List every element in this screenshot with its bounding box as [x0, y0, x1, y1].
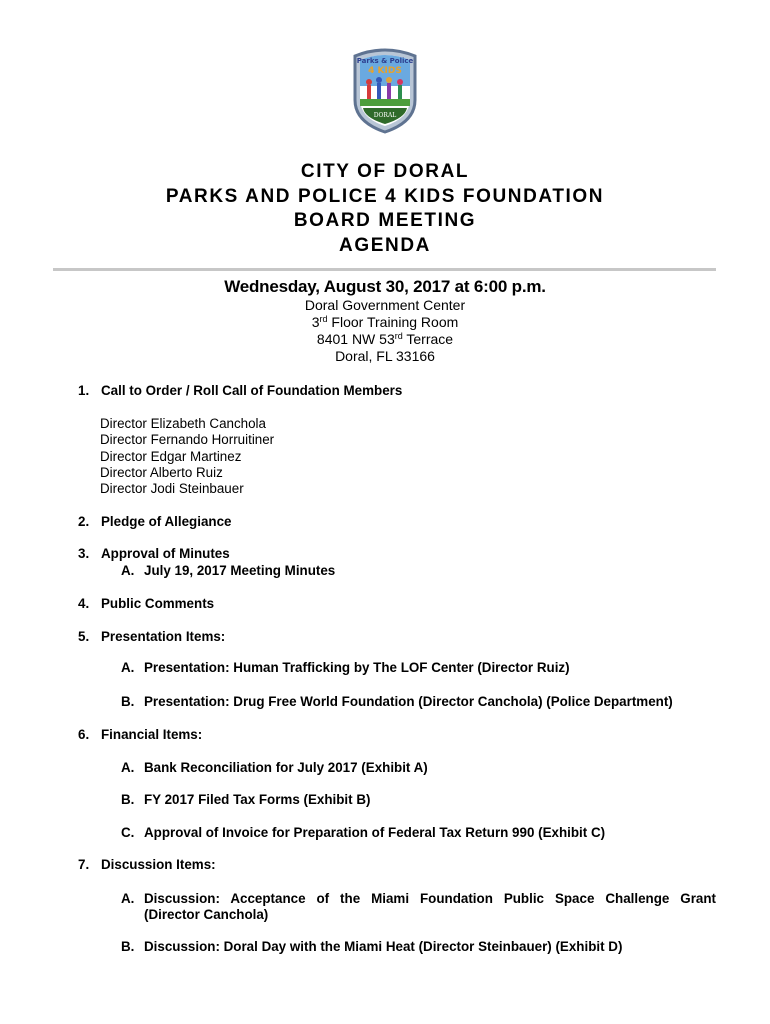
sub-item-text: Approval of Invoice for Preparation of Federal Tax Return 990 (Exhibit C) — [144, 825, 606, 840]
title-line-board-meeting: BOARD MEETING — [293, 210, 477, 231]
sub-item-text: Discussion: Doral Day with the Miami Heat (Director Steinbauer) (Exhibit D) — [144, 939, 623, 954]
item-number: 2. — [78, 514, 90, 529]
item-label: Approval of Minutes — [101, 546, 230, 561]
item-number: 3. — [78, 546, 90, 561]
location-building: Doral Government Center — [304, 297, 466, 313]
director-list — [100, 416, 274, 497]
item-label: Public Comments — [101, 596, 215, 611]
director-name: Director Alberto Ruiz — [100, 464, 223, 480]
item-label: Presentation Items: — [101, 629, 226, 644]
item-number: 7. — [78, 857, 90, 872]
item-label: Financial Items: — [101, 727, 203, 742]
sub-item-letter: B. — [121, 939, 135, 954]
svg-text:4 KIDS: 4 KIDS — [368, 66, 402, 76]
meeting-date: Wednesday, August 30, 2017 at 6:00 p.m. — [224, 277, 546, 296]
title-line-agenda: AGENDA — [339, 234, 431, 256]
sub-item-letter: B. — [121, 792, 135, 807]
item-label: Call to Order / Roll Call of Foundation Members — [101, 383, 403, 398]
title-line-foundation: PARKS AND POLICE 4 KIDS FOUNDATION — [165, 185, 605, 207]
sub-item-letter: A. — [121, 891, 135, 906]
parks-police-4-kids-logo — [349, 46, 421, 134]
location-room: 3rd Floor Training Room — [311, 314, 459, 330]
item-number: 1. — [78, 383, 90, 398]
item-number: 6. — [78, 727, 90, 742]
sub-item-letter: A. — [121, 563, 135, 578]
location-city: Doral, FL 33166 — [335, 348, 435, 364]
sub-item-text: Presentation: Drug Free World Foundation (Director Canchola) (Police Department) — [144, 694, 673, 709]
svg-text:DORAL: DORAL — [373, 112, 397, 119]
director-name: Director Jodi Steinbauer — [100, 481, 244, 497]
sub-item-7a-text-line1: Discussion: Acceptance of the Miami Foundation Public Space Challenge Grant — [144, 891, 716, 906]
director-name: Director Elizabeth Canchola — [100, 416, 266, 431]
sub-item-letter: A. — [121, 660, 135, 675]
sub-item-text: July 19, 2017 Meeting Minutes — [144, 563, 336, 578]
director-name: Director Edgar Martinez — [100, 448, 242, 464]
sub-item-text: FY 2017 Filed Tax Forms (Exhibit B) — [144, 792, 371, 807]
location-street: 8401 NW 53rd Terrace — [316, 331, 454, 347]
item-label: Discussion Items: — [101, 857, 216, 872]
agenda-title — [0, 160, 770, 258]
sub-item-7a-text-line2: (Director Canchola) — [144, 907, 269, 922]
sub-item-text: Bank Reconciliation for July 2017 (Exhibit A) — [144, 760, 428, 775]
item-label: Pledge of Allegiance — [101, 514, 232, 529]
sub-item-letter: C. — [121, 825, 135, 840]
sub-item-text: Presentation: Human Trafficking by The LOF Center (Director Ruiz) — [144, 660, 570, 675]
item-number: 4. — [78, 596, 90, 611]
item-number: 5. — [78, 629, 90, 644]
svg-text:Parks & Police: Parks & Police — [356, 57, 414, 65]
director-name: Director Fernando Horruitiner — [100, 432, 275, 448]
title-line-city: CITY OF DORAL — [300, 161, 470, 182]
sub-item-letter: B. — [121, 694, 135, 709]
sub-item-letter: A. — [121, 760, 135, 775]
header-divider — [53, 268, 716, 271]
meeting-location — [0, 297, 770, 365]
